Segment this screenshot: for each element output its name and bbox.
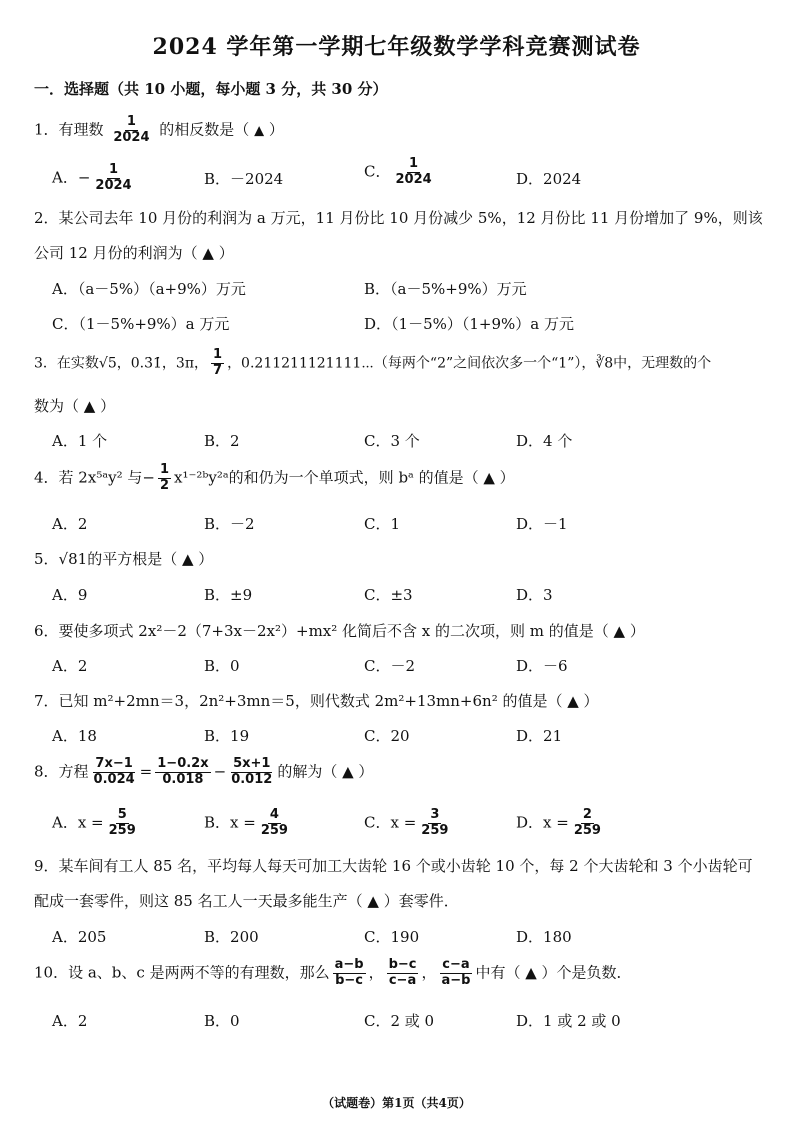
answer-blank-icon: ▲ (254, 123, 265, 139)
q10-option-b: B．0 (204, 1012, 240, 1030)
q2-option-a: A．（a－5%）（a+9%）万元 (52, 280, 246, 298)
q3-option-b: B．2 (204, 432, 240, 450)
q3-option-d: D．4 个 (516, 432, 573, 450)
question-4: 4．若 2x⁵ᵃy² 与− $\frac{1}{2}$ x¹⁻²ᵇy²ᵃ的和仍为一个单项式，则 bᵃ 的值是（ ▲ ） (34, 462, 515, 493)
question-9-line-1: 9．某车间有工人 85 名，平均每人每天可加工大齿轮 16 个或小齿轮 10 个，每 2 个大齿轮和 3 个小齿轮可 (34, 857, 753, 875)
question-10: 10．设 a、b、c 是两两不等的有理数，那么 $\frac{a-b}{b-c}$ ， $\frac{b-c}{c-a}$ ， $\frac{c-a}{a-b}$ 中有（ ▲ ）个是负数． (34, 957, 632, 988)
q7-option-b: B．19 (204, 727, 250, 745)
q9-option-c: C．190 (364, 928, 420, 946)
question-7: 7．已知 m²+2mn＝3，2n²+3mn＝5，则代数式 2m²+13mn+6n² 的值是（ ▲ ） (34, 692, 599, 710)
q8-option-a: A．x = $\frac{5}{259}$ (52, 807, 136, 838)
q1-option-b: B．－2024 (204, 170, 284, 188)
q5-option-b: B．±9 (204, 586, 253, 604)
q7-option-a: A．18 (52, 727, 97, 745)
q4-option-c: C．1 (364, 515, 401, 533)
q8-option-c: C．x = $\frac{3}{259}$ (364, 807, 449, 838)
q5-option-c: C．±3 (364, 586, 413, 604)
q1-option-a: A．− $\frac{1}{2024}$ (52, 162, 132, 193)
q2-option-d: D．（1－5%）（1+9%）a 万元 (364, 315, 574, 333)
question-8: 8．方程 $\frac{7x-1}{0.024}$ = $\frac{1-0.2x}{0.018}$ − $\frac{5x+1}{0.012}$ 的解为（ ▲ ） (34, 756, 374, 787)
q10-option-a: A．2 (52, 1012, 88, 1030)
question-5: 5．√81的平方根是（ ▲ ） (34, 550, 214, 568)
q9-option-a: A．205 (52, 928, 107, 946)
fraction: $\frac{1}{2024}$ (113, 114, 150, 145)
question-1: 1．有理数 $\frac{1}{2024}$ 的相反数是（ ▲ ） (34, 114, 284, 145)
q3-option-a: A．1 个 (52, 432, 108, 450)
q8-option-d: D．x = $\frac{2}{259}$ (516, 807, 601, 838)
page-footer: （试题卷）第1页（共4页） (322, 1096, 471, 1110)
question-6: 6．要使多项式 2x²－2（7+3x－2x²）+mx² 化简后不含 x 的二次项，则 m 的值是（ ▲ ） (34, 622, 645, 640)
q1-option-d: D．2024 (516, 170, 582, 188)
q6-option-b: B．0 (204, 657, 240, 675)
q7-option-c: C．20 (364, 727, 410, 745)
question-9-line-2: 配成一套零件，则这 85 名工人一天最多能生产（ ▲ ）套零件． (34, 892, 459, 910)
q3-option-c: C．3 个 (364, 432, 420, 450)
q4-option-d: D．－1 (516, 515, 568, 533)
exam-title: 2024 学年第一学期七年级数学学科竞赛测试卷 (152, 34, 641, 60)
question-3-line-2: 数为（ ▲ ） (34, 397, 116, 415)
q10-option-c: C．2 或 0 (364, 1012, 435, 1030)
section-heading: 一．选择题（共 10 小题，每小题 3 分，共 30 分） (34, 80, 388, 98)
q5-option-a: A．9 (52, 586, 88, 604)
q2-option-c: C．（1－5%+9%）a 万元 (52, 315, 230, 333)
question-2-line-2: 公司 12 月份的利润为（ ▲ ） (34, 244, 234, 262)
q9-option-b: B．200 (204, 928, 259, 946)
q4-option-b: B．－2 (204, 515, 255, 533)
q6-option-d: D．－6 (516, 657, 568, 675)
q4-option-a: A．2 (52, 515, 88, 533)
q7-option-d: D．21 (516, 727, 563, 745)
q8-option-b: B．x = $\frac{4}{259}$ (204, 807, 288, 838)
question-3-line-1: 3．在实数√5，0.3̇1̇，3π， $\frac{1}{7}$ ，0.211211121111⋯（每两个“2”之间依次多一个“1”），∛8中，无理数的个 (34, 347, 712, 378)
q2-option-b: B．（a－5%+9%）万元 (364, 280, 527, 298)
q6-option-a: A．2 (52, 657, 88, 675)
question-2-line-1: 2．某公司去年 10 月份的利润为 a 万元，11 月份比 10 月份减少 5%，12 月份比 11 月份增加了 9%，则该 (34, 209, 763, 227)
q5-option-d: D．3 (516, 586, 553, 604)
q10-option-d: D．1 或 2 或 0 (516, 1012, 621, 1030)
q9-option-d: D．180 (516, 928, 572, 946)
q6-option-c: C．－2 (364, 657, 416, 675)
q1-option-c: C． $\frac{1}{2024}$ (364, 156, 432, 187)
